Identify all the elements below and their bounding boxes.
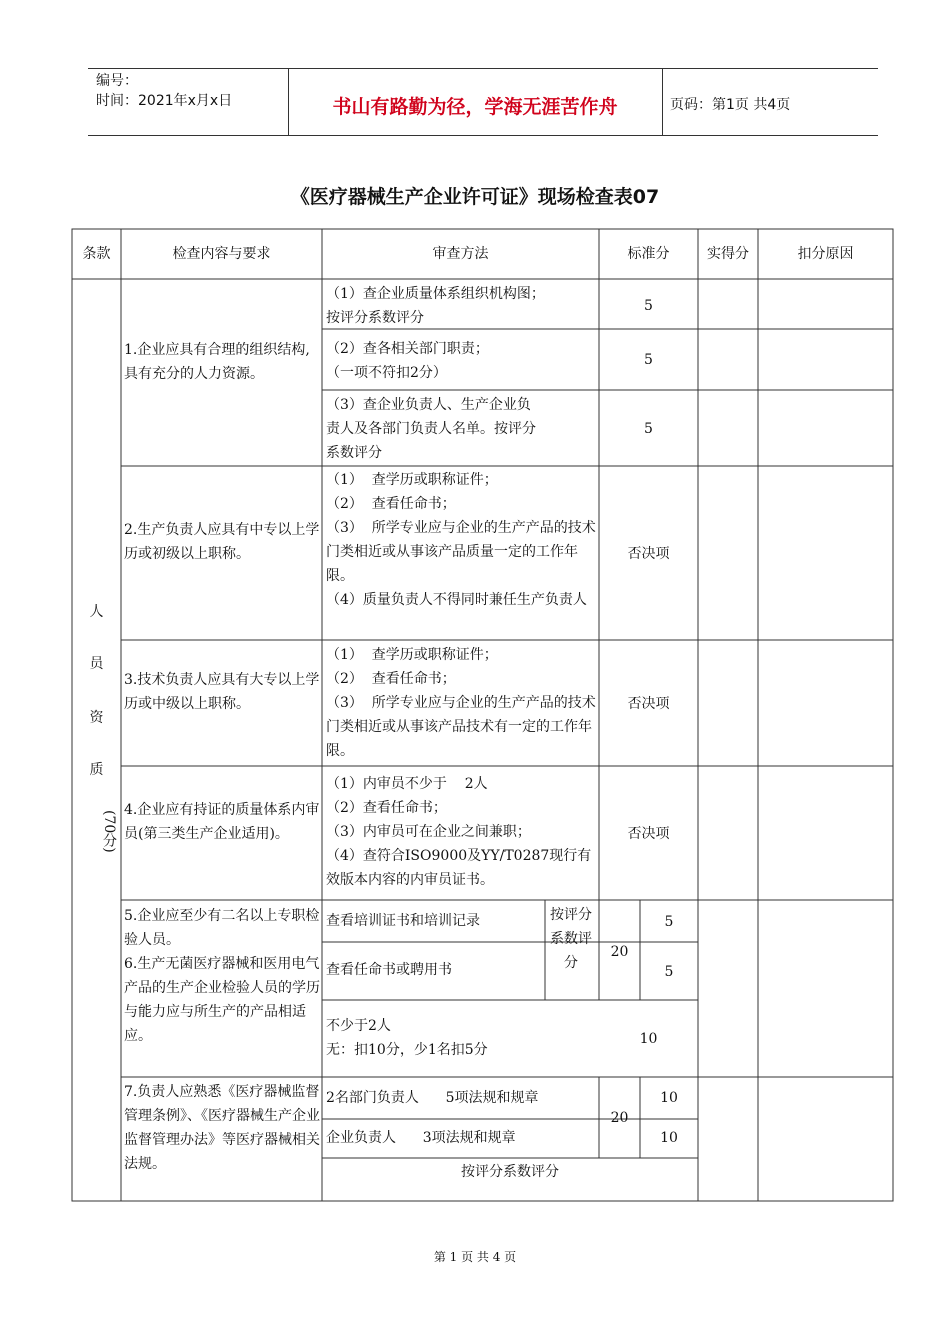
- page-title: 《医疗器械生产企业许可证》现场检查表07: [290, 186, 660, 208]
- method-4: （1）内审员不少于 2人 （2）查看任命书； （3）内审员可在企业之间兼职； （4）查符合ISO9000及YY/T0287现行有效版本内容的内审员证书。: [326, 776, 592, 888]
- item-3-text: 3.技术负责人应具有大专以上学历或中级以上职称。: [124, 672, 320, 712]
- method-2: （1） 查学历或职称证件； （2） 查看任命书； （3） 所学专业应与企业的生产产品的技术门类相近或从事该产品质量一定的工作年限。 （4）质量负责人不得同时兼任生产负责人: [326, 472, 596, 608]
- score-7: 10: [639, 1031, 658, 1047]
- doc-number-label: 编号：: [96, 73, 138, 89]
- header-motto: 书山有路勤为径，学海无涯苦作舟: [332, 96, 618, 118]
- method-8b: 企业负责人 3项法规和规章: [326, 1130, 516, 1146]
- page-footer: 第 1 页 共 4 页: [433, 1250, 517, 1264]
- method-1b: （2）查各相关部门职责； （一项不符扣2分）: [326, 341, 489, 381]
- score-1b: 5: [644, 352, 653, 368]
- score-5: 5: [664, 914, 674, 930]
- item-5-6-text: 5.企业应至少有二名以上专职检验人员。 6.生产无菌医疗器械和医用电气产品的生产企业检验人员的学历与能力应与所生产的产品相适应。: [124, 908, 320, 1044]
- score-3: 否决项: [627, 696, 670, 712]
- method-5: 查看培训证书和培训记录: [326, 913, 480, 929]
- section-label-char: 资: [89, 710, 104, 726]
- score-2: 否决项: [627, 546, 670, 562]
- score-1a: 5: [644, 298, 653, 314]
- section-label-score: (70分): [101, 810, 117, 853]
- col-header-content: 检查内容与要求: [172, 246, 271, 262]
- score-4: 否决项: [627, 826, 670, 842]
- col-header-deduction-reason: 扣分原因: [797, 246, 854, 262]
- item-2-text: 2.生产负责人应具有中专以上学历或初级以上职称。: [124, 522, 320, 562]
- page-indicator: 页码：第1页 共4页: [670, 97, 791, 113]
- item-4-text: 4.企业应有持证的质量体系内审员(第三类生产企业适用)。: [124, 802, 320, 842]
- col-header-standard-score: 标准分: [627, 246, 670, 262]
- section-label-char: 人: [89, 604, 104, 620]
- score-5-6-total: 20: [610, 944, 629, 960]
- item-1-text: 1.企业应具有合理的组织结构,具有充分的人力资源。: [124, 342, 310, 382]
- method-5-6-scoring-note: 按评分系数评分: [550, 907, 592, 971]
- score-8a: 10: [660, 1090, 678, 1106]
- method-3: （1） 查学历或职称证件； （2） 查看任命书； （3） 所学专业应与企业的生产产品的技术门类相近或从事该产品技术有一定的工作年限。: [326, 647, 596, 759]
- method-1a: （1）查企业质量体系组织机构图； 按评分系数评分: [326, 286, 545, 326]
- doc-time-label: 时间：2021年x月x日: [96, 93, 233, 109]
- method-7: 不少于2人 无：扣10分，少1名扣5分: [326, 1018, 488, 1058]
- score-8-total: 20: [610, 1110, 629, 1126]
- method-8a: 2名部门负责人 5项法规和规章: [326, 1090, 539, 1106]
- score-1c: 5: [644, 421, 653, 437]
- method-6: 查看任命书或聘用书: [326, 962, 452, 978]
- item-7-text: 7.负责人应熟悉《医疗器械监督管理条例》、《医疗器械生产企业监督管理办法》等医疗器械相关法规。: [124, 1084, 320, 1172]
- method-1c: （3）查企业负责人、生产企业负责人及各部门负责人名单。按评分系数评分: [326, 397, 536, 461]
- score-6: 5: [664, 964, 674, 980]
- method-8c: 按评分系数评分: [461, 1164, 559, 1180]
- score-8b: 10: [660, 1130, 678, 1146]
- section-label-char: 质: [89, 762, 104, 778]
- col-header-method: 审查方法: [432, 246, 489, 262]
- col-header-actual-score: 实得分: [707, 246, 749, 262]
- section-label-char: 员: [89, 656, 104, 672]
- col-header-clause: 条款: [82, 246, 111, 262]
